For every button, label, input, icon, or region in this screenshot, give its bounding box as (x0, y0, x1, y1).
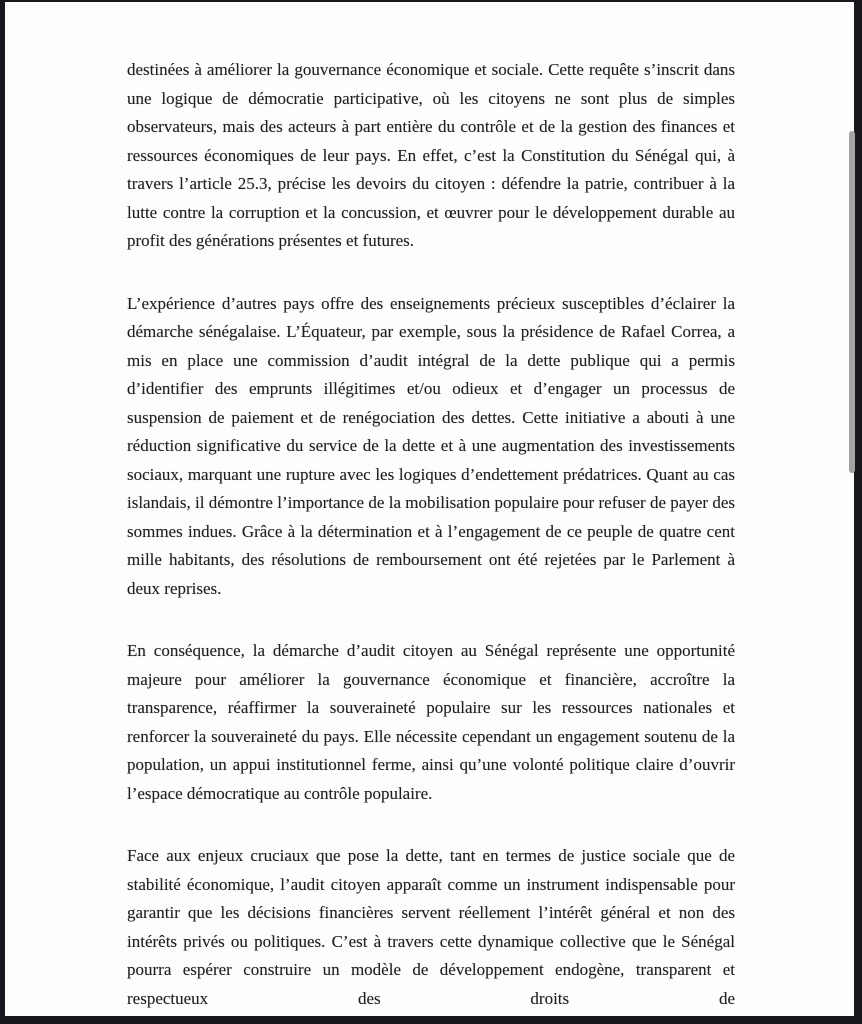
page-text-block (127, 56, 735, 1013)
document-page (5, 2, 854, 1016)
paragraph: Face aux enjeux cruciaux que pose la dette, tant en termes de justice sociale que de stabilité économique, l’audit citoyen apparaît comme un instrument indispensable pour garantir que les décisions financières servent réellement l’intérêt général et non des intérêts privés ou politiques. C’est à travers cette dynamique collective que le Sénégal pourra espérer construire un modèle de développement endogène, transparent et respectueux des droits de (127, 846, 735, 1008)
paragraph: L’expérience d’autres pays offre des enseignements précieux susceptibles d’éclairer la démarche sénégalaise. L’Équateur, par exemple, sous la présidence de Rafael Correa, a mis en place une commission d’audit intégral de la dette publique qui a permis d’identifier des emprunts illégitimes et/ou odieux et d’engager un processus de suspension de paiement et de renégociation des dettes. Cette initiative a abouti à une réduction significative du service de la dette et à une augmentation des investissements sociaux, marquant une rupture avec les logiques d’endettement prédatrices. Quant au cas islandais, il démontre l’importance de la mobilisation populaire pour refuser de payer des sommes indues. Grâce à la détermination et à l’engagement de ce peuple de quatre cent mille habitants, des résolutions de remboursement ont été rejetées par le Parlement à deux reprises. (127, 293, 735, 598)
paragraph: En conséquence, la démarche d’audit citoyen au Sénégal représente une opportunité majeure pour améliorer la gouvernance économique et financière, accroître la transparence, réaffirmer la souveraineté populaire sur les ressources nationales et renforcer la souveraineté du pays. Elle nécessite cependant un engagement soutenu de la population, un appui institutionnel ferme, ainsi qu’une volonté politique claire d’ouvrir l’espace démocratique au contrôle populaire. (127, 641, 735, 803)
scrollbar-thumb[interactable] (849, 131, 855, 473)
paragraph: destinées à améliorer la gouvernance économique et sociale. Cette requête s’inscrit dans une logique de démocratie participative, où les citoyens ne sont plus de simples observateurs, mais des acteurs à part entière du contrôle et de la gestion des finances et ressources économiques de leur pays. En effet, c’est la Constitution du Sénégal qui, à travers l’article 25.3, précise les devoirs du citoyen : défendre la patrie, contribuer à la lutte contre la corruption et la concussion, et œuvrer pour le développement durable au profit des générations présentes et futures. (127, 60, 735, 250)
